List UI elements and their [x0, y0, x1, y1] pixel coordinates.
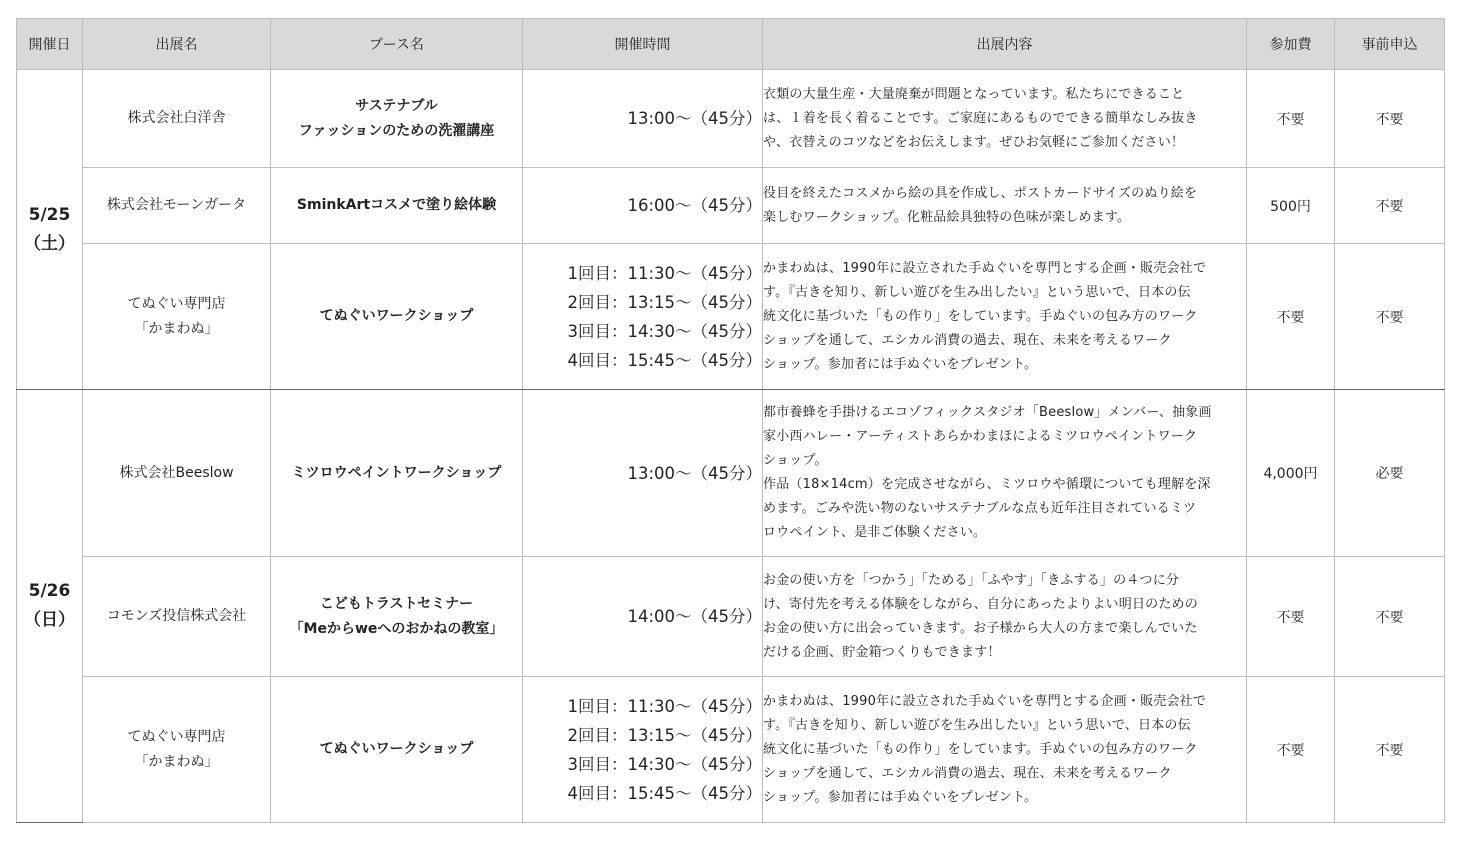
description-line: ロウペイント、是非ご体験ください。 — [763, 525, 987, 540]
weekday-text: （土） — [24, 233, 75, 254]
time-cell — [523, 557, 763, 677]
exhibitor-name: 株式会社白洋舎 — [127, 110, 226, 126]
time-slot: 13:00〜（45分） — [627, 463, 762, 483]
exhibitor-cell — [83, 557, 271, 677]
booth-cell — [271, 244, 523, 390]
time-cell — [523, 677, 763, 823]
description-line: す。『古きを知り、新しい遊びを生み出したい』という思いで、日本の伝 — [763, 284, 1191, 300]
time-cell — [523, 70, 763, 168]
booth-cell — [271, 70, 523, 168]
time-cell — [523, 168, 763, 244]
booth-name: ミツロウペイントワークショップ — [291, 464, 502, 481]
description-cell — [763, 390, 1247, 557]
exhibitor-cell — [83, 677, 271, 823]
time-slot: 13:00〜（45分） — [627, 109, 762, 128]
description-line: 楽しむワークショップ。化粧品絵具独特の色味が楽しめます。 — [763, 209, 1131, 225]
date-text: 5/25 — [28, 204, 71, 225]
description-line: めます。ごみや洗い物のないサステナブルな点も近年注目されているミツ — [763, 501, 1197, 516]
registration-cell: 不要 — [1335, 677, 1445, 823]
header-time: 開催時間 — [523, 19, 763, 70]
fee-cell: 不要 — [1247, 70, 1335, 168]
header-booth: ブース名 — [271, 19, 523, 70]
table-row — [17, 390, 1445, 557]
fee-cell: 不要 — [1247, 557, 1335, 677]
description-line: ショップ。参加者には手ぬぐいをプレゼント。 — [763, 789, 1038, 805]
description-line: 都市養蜂を手掛けるエコゾフィックスタジオ「Beeslow」メンバー、抽象画 — [763, 405, 1212, 420]
table-row — [17, 168, 1445, 244]
description-cell — [763, 168, 1247, 244]
exhibitor-name: てぬぐい専門店 — [127, 295, 226, 312]
exhibitor-name: 株式会社Beeslow — [119, 464, 234, 481]
description-cell — [763, 70, 1247, 168]
header-fee: 参加費 — [1247, 19, 1335, 70]
exhibitor-name: てぬぐい専門店 — [127, 728, 226, 745]
time-slot: 16:00〜（45分） — [627, 196, 762, 215]
header-description: 出展内容 — [763, 19, 1247, 70]
booth-name: てぬぐいワークショップ — [319, 308, 474, 324]
time-slot: 14:00〜（45分） — [627, 607, 762, 626]
exhibitor-name: 「かまわぬ」 — [134, 320, 219, 337]
booth-name: 「Meからweへのおかねの教室」 — [289, 620, 504, 637]
description-cell — [763, 677, 1247, 823]
exhibitor-cell — [83, 168, 271, 244]
booth-name: こどもトラストセミナー — [319, 595, 474, 612]
exhibitor-name: 「かまわぬ」 — [134, 753, 219, 770]
description-cell — [763, 557, 1247, 677]
fee-cell: 不要 — [1247, 677, 1335, 823]
description-line: 統文化に基づいた「もの作り」をしています。手ぬぐいの包み方のワーク — [763, 308, 1198, 324]
booth-cell — [271, 168, 523, 244]
header-row — [17, 19, 1445, 70]
description-line: す。『古きを知り、新しい遊びを生み出したい』という思いで、日本の伝 — [763, 717, 1191, 733]
event-schedule-table — [16, 18, 1445, 823]
booth-name: てぬぐいワークショップ — [319, 741, 474, 757]
description-line: かまわぬは、1990年に設立された手ぬぐいを専門とする企画・販売会社で — [763, 260, 1207, 276]
time-slot: 4回目：15:45〜（45分） — [567, 350, 762, 370]
description-line: は、１着を長く着ることです。ご家庭にあるものでできる簡単なしみ抜き — [763, 110, 1198, 126]
time-slot: 1回目：11:30〜（45分） — [567, 263, 762, 283]
table-row — [17, 677, 1445, 823]
header-exhibitor: 出展名 — [83, 19, 271, 70]
description-cell — [763, 244, 1247, 390]
exhibitor-name: 株式会社モーンガータ — [106, 197, 247, 213]
description-line: け、寄付先を考える体験をしながら、自分にあったよりよい明日のための — [763, 596, 1198, 612]
description-line: ショップを通して、エシカル消費の過去、現在、未来を考えるワーク — [763, 765, 1172, 781]
booth-cell — [271, 390, 523, 557]
description-line: 作品（18×14cm）を完成させながら、ミツロウや循環についても理解を深 — [763, 477, 1211, 492]
registration-cell: 必要 — [1335, 390, 1445, 557]
fee-cell: 4,000円 — [1247, 390, 1335, 557]
description-line: ショップ。参加者には手ぬぐいをプレゼント。 — [763, 356, 1038, 372]
description-line: 統文化に基づいた「もの作り」をしています。手ぬぐいの包み方のワーク — [763, 741, 1198, 757]
registration-cell: 不要 — [1335, 70, 1445, 168]
description-line: お金の使い方を「つかう」「ためる」「ふやす」「きふする」の４つに分 — [763, 572, 1180, 588]
date-cell — [17, 390, 83, 823]
exhibitor-cell — [83, 390, 271, 557]
time-slot: 2回目：13:15〜（45分） — [567, 292, 762, 312]
booth-name: ファッションのための洗濯講座 — [298, 122, 495, 139]
weekday-text: （日） — [24, 610, 75, 630]
time-cell — [523, 244, 763, 390]
description-line: だける企画、貯金箱つくりもできます！ — [763, 644, 1001, 660]
booth-cell — [271, 557, 523, 677]
registration-cell: 不要 — [1335, 168, 1445, 244]
exhibitor-name: コモンズ投信株式会社 — [106, 608, 247, 624]
description-line: かまわぬは、1990年に設立された手ぬぐいを専門とする企画・販売会社で — [763, 693, 1207, 709]
description-line: 衣類の大量生産・大量廃棄が問題となっています。私たちにできること — [763, 86, 1185, 102]
time-slot: 3回目：14:30〜（45分） — [567, 754, 762, 774]
time-cell — [523, 390, 763, 557]
fee-cell: 不要 — [1247, 244, 1335, 390]
table-row — [17, 557, 1445, 677]
table-row — [17, 244, 1445, 390]
registration-cell: 不要 — [1335, 244, 1445, 390]
description-line: お金の使い方に出会っていきます。お子様から大人の方まで楽しんでいた — [763, 620, 1198, 636]
time-slot: 1回目：11:30〜（45分） — [567, 696, 762, 716]
booth-cell — [271, 677, 523, 823]
description-line: 役目を終えたコスメから絵の具を作成し、ポストカードサイズのぬり絵を — [763, 185, 1198, 201]
registration-cell: 不要 — [1335, 557, 1445, 677]
table-row — [17, 70, 1445, 168]
date-cell — [17, 70, 83, 390]
time-slot: 2回目：13:15〜（45分） — [567, 725, 762, 745]
time-slot: 3回目：14:30〜（45分） — [567, 321, 762, 341]
booth-name: サステナブル — [355, 97, 438, 114]
exhibitor-cell — [83, 70, 271, 168]
header-date: 開催日 — [17, 19, 83, 70]
time-slot: 4回目：15:45〜（45分） — [567, 783, 762, 803]
date-text: 5/26 — [28, 581, 71, 601]
description-line: ショップ。 — [763, 453, 828, 468]
booth-name: SminkArtコスメで塗り絵体験 — [296, 197, 497, 213]
exhibitor-cell — [83, 244, 271, 390]
description-line: や、衣替えのコツなどをお伝えします。ぜひお気軽にご参加ください！ — [763, 134, 1185, 150]
description-line: 家小西ハレー・アーティストあらかわまほによるミツロウペイントワーク — [763, 429, 1198, 444]
description-line: ショップを通して、エシカル消費の過去、現在、未来を考えるワーク — [763, 332, 1172, 348]
header-registration: 事前申込 — [1335, 19, 1445, 70]
fee-cell: 500円 — [1247, 168, 1335, 244]
